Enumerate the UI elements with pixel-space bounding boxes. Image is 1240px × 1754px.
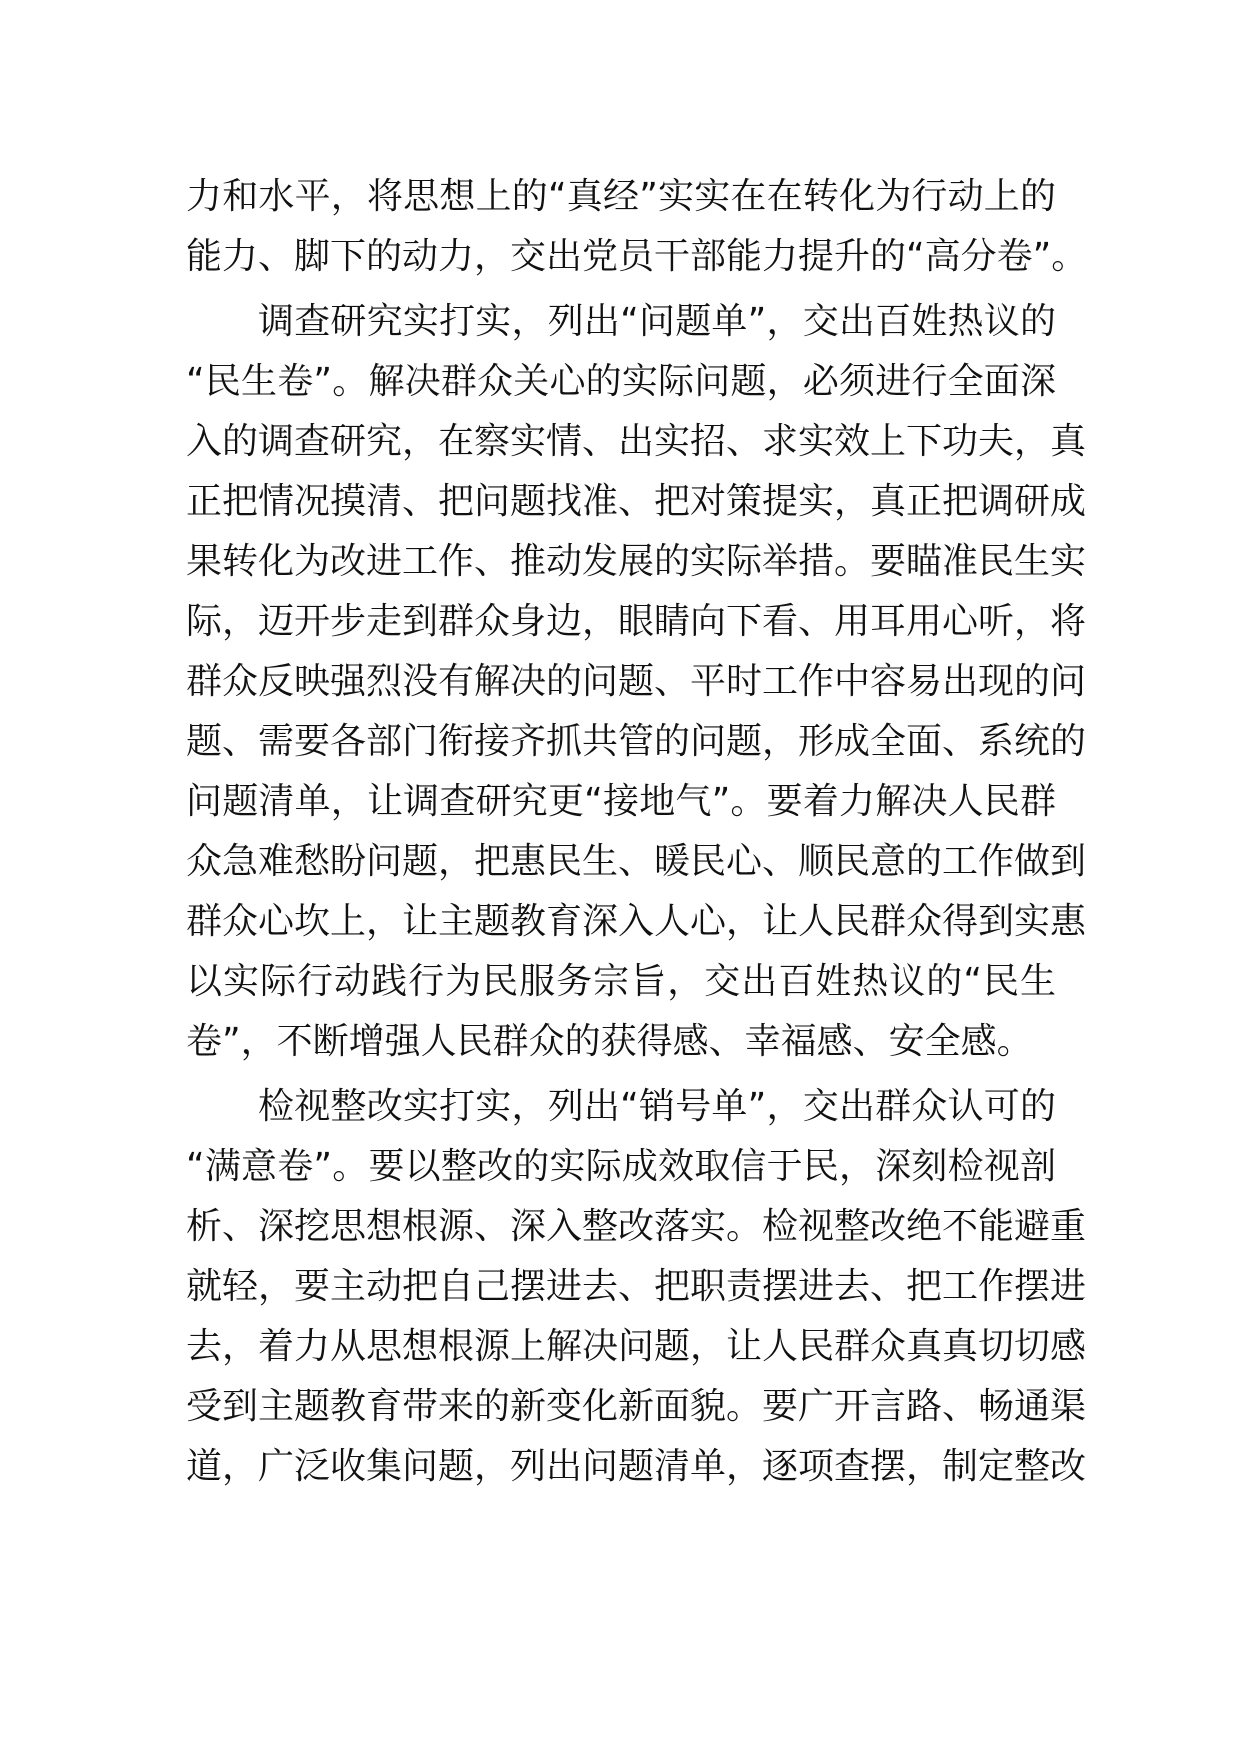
text-line: 入的调查研究，在察实情、出实招、求实效上下功夫，真 [186,421,1087,462]
text-line: 道，广泛收集问题，列出问题清单，逐项查摆，制定整改 [186,1446,1087,1487]
text-line: 去，着力从思想根源上解决问题，让人民群众真真切切感 [186,1326,1087,1367]
text-line: 卷”，不断增强人民群众的获得感、幸福感、安全感。 [186,1021,1033,1062]
text-line: 题、需要各部门衔接齐抓共管的问题，形成全面、系统的 [186,721,1087,762]
text-line: 析、深挖思想根源、深入整改落实。检视整改绝不能避重 [186,1206,1087,1247]
text-line: “满意卷”。要以整改的实际成效取信于民，深刻检视剖 [186,1146,1056,1187]
text-line: 能力、脚下的动力，交出党员干部能力提升的“高分卷”。 [186,236,1088,277]
text-line: 群众反映强烈没有解决的问题、平时工作中容易出现的问 [186,661,1087,702]
text-line: 以实际行动践行为民服务宗旨，交出百姓热议的“民生 [186,961,1056,1002]
text-line: 正把情况摸清、把问题找准、把对策提实，真正把调研成 [186,481,1087,522]
text-line: 就轻，要主动把自己摆进去、把职责摆进去、把工作摆进 [186,1266,1087,1307]
paragraph-start-line: 检视整改实打实，列出“销号单”，交出群众认可的 [258,1086,1056,1127]
text-line: 力和水平，将思想上的“真经”实实在在转化为行动上的 [186,176,1056,217]
text-line: 受到主题教育带来的新变化新面貌。要广开言路、畅通渠 [186,1386,1087,1427]
text-line: 众急难愁盼问题，把惠民生、暖民心、顺民意的工作做到 [186,841,1087,882]
text-line: 际，迈开步走到群众身边，眼睛向下看、用耳用心听，将 [186,601,1087,642]
text-line: 问题清单，让调查研究更“接地气”。要着力解决人民群 [186,781,1056,822]
text-line: “民生卷”。解决群众关心的实际问题，必须进行全面深 [186,361,1056,402]
text-line: 群众心坎上，让主题教育深入人心，让人民群众得到实惠 [186,901,1087,942]
text-line: 果转化为改进工作、推动发展的实际举措。要瞄准民生实 [186,541,1087,582]
paragraph-start-line: 调查研究实打实，列出“问题单”，交出百姓热议的 [258,301,1056,342]
